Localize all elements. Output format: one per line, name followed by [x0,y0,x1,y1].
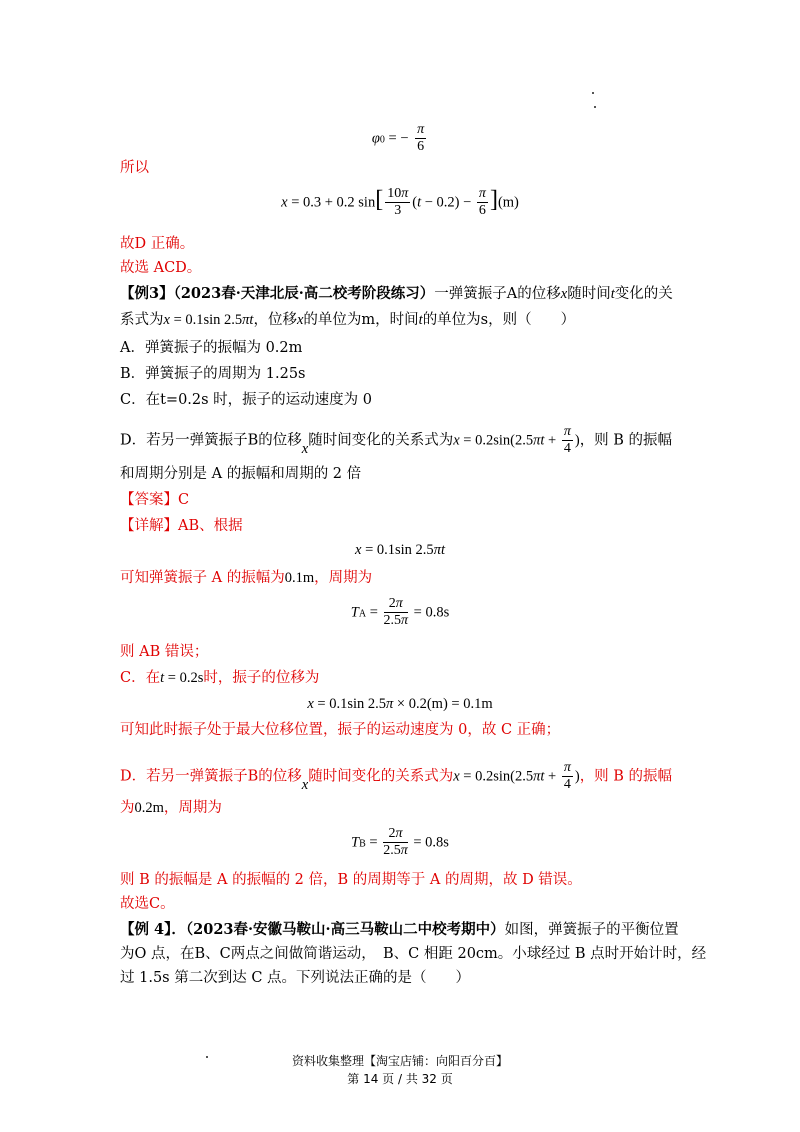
c-line-a: C．在 [120,670,161,686]
scan-dot [594,106,596,108]
ex3-eq-main: x = 0.1sin 2.5πt [163,312,254,328]
ex4-tag: 【例 4】． [120,921,186,938]
equation-displacement: x = 0.1sin 2.5π × 0.2(m) = 0.1m [307,696,493,712]
amplitude-value: 0.1m [284,570,315,586]
d-correct-text: 故D 正确。 [120,236,195,252]
ex3-stem2d: 的单位为s，则（ ） [422,312,576,328]
d2-line [120,798,222,818]
choose-c: 故选C。 [120,896,175,912]
option-b: B．弹簧振子的周期为 1.25s [120,366,306,382]
footer-source: 资料收集整理【淘宝店铺：向阳百分百】 [291,1054,508,1068]
option-d-a: D．若另一弹簧振子B的位移 [120,432,302,449]
ex4-line3: 过 1.5s 第二次到达 C 点。下列说法正确的是（ ） [120,970,471,986]
ex3-stem1: 一弹簧振子A的位移 [434,286,561,302]
ex4-stem1: 如图，弹簧振子的平衡位置 [504,922,679,938]
option-d-line1: D．若另一弹簧振子B的位移x随时间变化的关系式为x = 0.2sin(2.5πt + $\frac{\pi}{4}$ )，则 B 的振幅 [120,424,673,457]
d-line-c: ，则 B 的振幅 [579,768,673,785]
ex4-line2: 为O 点，在B、C两点之间做简谐运动， B、C 相距 20cm。小球经过 B 点时开始计时，经 [120,946,707,962]
suoyi-text: 所以 [120,160,149,176]
ex3-stem2a: 系式为 [120,312,164,328]
c-line-b: 时，振子的位移为 [203,670,320,686]
option-a: A．弹簧振子的振幅为 0.2m [120,340,303,356]
ex3-stem1b: 随时间 [567,286,611,302]
c-conclusion: 可知此时振子处于最大位移位置，振子的运动速度为 0，故 C 正确； [120,722,561,738]
equation-1: x = 0.1sin 2.5πt [355,542,445,558]
choose-acd-text: 故选 ACD。 [120,260,202,276]
ex4-source: （2023春·安徽马鞍山·高三马鞍山二中校考期中） [185,921,505,938]
d-line: D．若另一弹簧振子B的位移x随时间变化的关系式为x = 0.2sin(2.5πt + $\frac{\pi}{4}$ )，则 B 的振幅 [120,760,673,793]
var-t: t [610,286,615,302]
footer-page-number: 第 14 页 / 共 32 页 [347,1072,453,1086]
detail-head: 【详解】AB、根据 [120,518,243,534]
ex3-stem2b: ，位移 [253,312,297,328]
amplitude-text-b: ，周期为 [314,570,373,586]
equation-ta: TA = $\frac{2\pi}{2.5\pi}$ = 0.8s [350,596,450,628]
var-x: x [560,286,568,302]
d-conclusion: 则 B 的振幅是 A 的振幅的 2 倍，B 的周期等于 A 的周期，故 D 错误。 [120,872,582,888]
ex3-stem-line1 [120,284,673,304]
ex3-stem1c: 变化的关 [614,286,673,302]
c-line-value: t = 0.2s [160,670,204,686]
option-d-line2: 和周期分别是 A 的振幅和周期的 2 倍 [120,466,362,482]
equation-phi0: φ0 = − $\frac{\pi}{6}$ [371,122,425,154]
d2-a: 为 [120,800,135,816]
amplitude-text-a: 可知弹簧振子 A 的振幅为 [120,570,285,586]
d-line-a: D．若另一弹簧振子B的位移 [120,768,302,785]
answer-label: 【答案】C [120,492,190,508]
option-c: C．在t=0.2s 时，振子的运动速度为 0 [120,392,373,408]
c-line [120,668,319,688]
d2-value: 0.2m [134,800,164,816]
equation-x-full: x = 0.3 + 0.2 sin[ $\frac{10\pi}{3}$ (t − 0.2) − $\frac{\pi}{6}$ ](m) [281,186,519,218]
ex3-stem-line2: 系式为x = 0.1sin 2.5πt，位移x的单位为m，时间t的单位为s，则（ ） [120,312,576,328]
option-d-c: ，则 B 的振幅 [579,432,673,449]
equation-tb: TB = $\frac{2\pi}{2.5\pi}$ = 0.8s [351,826,449,858]
option-d-b: 随时间变化的关系式为 [308,432,454,449]
ab-wrong: 则 AB 错误； [120,644,209,660]
ex3-stem2c: 的单位为m，时间 [303,312,419,328]
scan-dot [592,92,594,94]
ex4-line1 [120,920,679,940]
ex3-tag: 【例3】 [120,285,174,302]
amplitude-line [120,568,372,588]
d-line-b: 随时间变化的关系式为 [308,768,454,785]
d2-b: ，周期为 [163,800,222,816]
ex3-source: （2023春·天津北辰·高二校考阶段练习） [173,285,435,302]
